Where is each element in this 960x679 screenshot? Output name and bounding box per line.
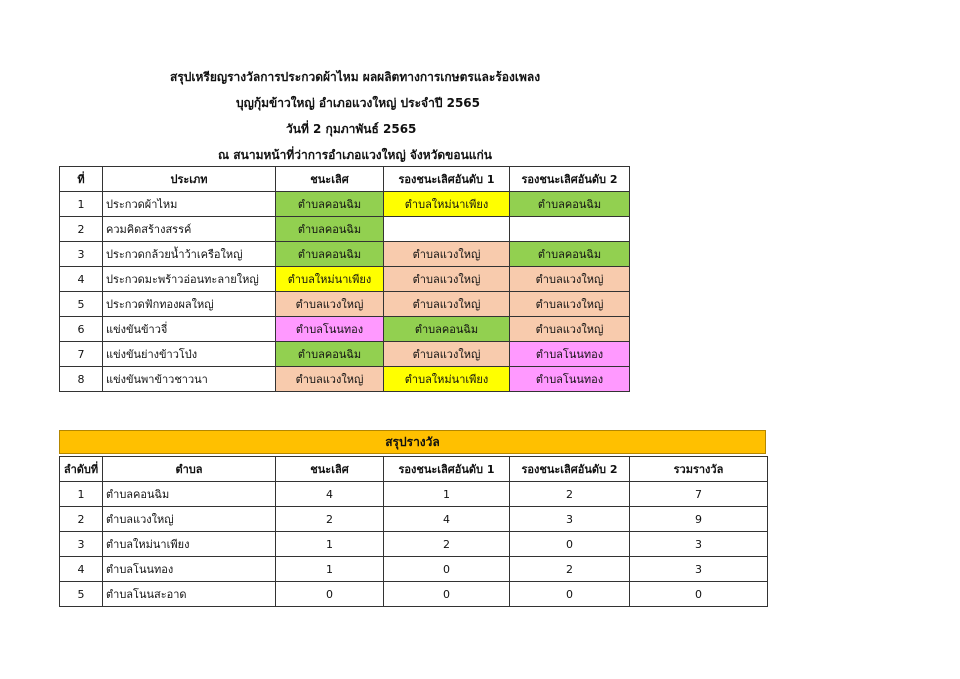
- row-total: 3: [630, 532, 768, 557]
- row-no: 2: [60, 217, 103, 242]
- row-first-runner-up: ตำบลแวงใหญ่: [384, 342, 510, 367]
- row-first-runner-up: ตำบลแวงใหญ่: [384, 292, 510, 317]
- summary-banner: สรุปรางวัล: [59, 430, 766, 454]
- doc-title-line-4: ณ สนามหน้าที่ว่าการอำเภอแวงใหญ่ จังหวัดขอนแก่น: [218, 148, 492, 162]
- row-first-runner-up: ตำบลแวงใหญ่: [384, 267, 510, 292]
- row-subdistrict: ตำบลใหม่นาเพียง: [103, 532, 276, 557]
- row-first-count: 2: [384, 532, 510, 557]
- row-first-count: 1: [384, 482, 510, 507]
- row-second-runner-up: ตำบลคอนฉิม: [510, 242, 630, 267]
- row-second-runner-up: ตำบลคอนฉิม: [510, 192, 630, 217]
- row-winner: ตำบลคอนฉิม: [276, 192, 384, 217]
- row-winner-count: 1: [276, 532, 384, 557]
- col-header-category: ประเภท: [103, 167, 276, 192]
- table-row: [60, 267, 630, 292]
- row-total: 9: [630, 507, 768, 532]
- col-header-rank: ลำดับที่: [60, 457, 103, 482]
- row-category: แข่งขันย่างข้าวโป่ง: [103, 342, 276, 367]
- row-no: 4: [60, 557, 103, 582]
- row-category: ประกวดผ้าไหม: [103, 192, 276, 217]
- row-winner-count: 2: [276, 507, 384, 532]
- table-row: [60, 507, 768, 532]
- row-first-runner-up: ตำบลแวงใหญ่: [384, 242, 510, 267]
- row-first-count: 0: [384, 582, 510, 607]
- table-row: [60, 217, 630, 242]
- row-winner: ตำบลใหม่นาเพียง: [276, 267, 384, 292]
- row-winner: ตำบลคอนฉิม: [276, 342, 384, 367]
- col-header-winner: ชนะเลิศ: [276, 457, 384, 482]
- col-header-first-runner-up: รองชนะเลิศอันดับ 1: [384, 457, 510, 482]
- row-category: ประกวดกล้วยน้ำว้าเครือใหญ่: [103, 242, 276, 267]
- table-row: [60, 367, 630, 392]
- row-second-runner-up: ตำบลแวงใหญ่: [510, 267, 630, 292]
- table-row: [60, 582, 768, 607]
- row-total: 7: [630, 482, 768, 507]
- row-subdistrict: ตำบลโนนทอง: [103, 557, 276, 582]
- doc-title-line-3: วันที่ 2 กุมภาพันธ์ 2565: [286, 122, 417, 136]
- row-winner: ตำบลแวงใหญ่: [276, 367, 384, 392]
- row-no: 8: [60, 367, 103, 392]
- row-subdistrict: ตำบลคอนฉิม: [103, 482, 276, 507]
- col-header-no: ที่: [60, 167, 103, 192]
- col-header-winner: ชนะเลิศ: [276, 167, 384, 192]
- row-second-runner-up: ตำบลแวงใหญ่: [510, 317, 630, 342]
- row-no: 1: [60, 482, 103, 507]
- row-first-runner-up: ตำบลคอนฉิม: [384, 317, 510, 342]
- row-no: 3: [60, 532, 103, 557]
- col-header-total: รวมรางวัล: [630, 457, 768, 482]
- row-second-count: 2: [510, 557, 630, 582]
- row-first-runner-up: ตำบลใหม่นาเพียง: [384, 192, 510, 217]
- row-no: 7: [60, 342, 103, 367]
- row-first-runner-up: [384, 217, 510, 242]
- col-header-second-runner-up: รองชนะเลิศอันดับ 2: [510, 457, 630, 482]
- row-second-count: 0: [510, 532, 630, 557]
- row-no: 5: [60, 292, 103, 317]
- col-header-subdistrict: ตำบล: [103, 457, 276, 482]
- row-second-count: 2: [510, 482, 630, 507]
- row-second-count: 0: [510, 582, 630, 607]
- table-row: [60, 532, 768, 557]
- table-row: [60, 317, 630, 342]
- col-header-first-runner-up: รองชนะเลิศอันดับ 1: [384, 167, 510, 192]
- row-first-count: 0: [384, 557, 510, 582]
- row-no: 6: [60, 317, 103, 342]
- row-second-runner-up: ตำบลแวงใหญ่: [510, 292, 630, 317]
- summary-header-row: [60, 457, 768, 482]
- row-winner: ตำบลโนนทอง: [276, 317, 384, 342]
- row-total: 0: [630, 582, 768, 607]
- row-no: 5: [60, 582, 103, 607]
- row-total: 3: [630, 557, 768, 582]
- row-first-runner-up: ตำบลใหม่นาเพียง: [384, 367, 510, 392]
- row-no: 1: [60, 192, 103, 217]
- row-subdistrict: ตำบลโนนสะอาด: [103, 582, 276, 607]
- doc-title-line-1: สรุปเหรียญรางวัลการประกวดผ้าไหม ผลผลิตทางการเกษตรและร้องเพลง: [170, 70, 541, 84]
- row-winner: ตำบลแวงใหญ่: [276, 292, 384, 317]
- table-row: [60, 342, 630, 367]
- col-header-second-runner-up: รองชนะเลิศอันดับ 2: [510, 167, 630, 192]
- table-row: [60, 292, 630, 317]
- row-category: แข่งขันพาข้าวชาวนา: [103, 367, 276, 392]
- row-category: ประกวดมะพร้าวอ่อนทะลายใหญ่: [103, 267, 276, 292]
- row-second-runner-up: ตำบลโนนทอง: [510, 342, 630, 367]
- row-no: 2: [60, 507, 103, 532]
- row-first-count: 4: [384, 507, 510, 532]
- row-no: 3: [60, 242, 103, 267]
- row-category: แข่งขันข้าวจี่: [103, 317, 276, 342]
- row-second-runner-up: [510, 217, 630, 242]
- row-winner: ตำบลคอนฉิม: [276, 217, 384, 242]
- results-header-row: [60, 167, 630, 192]
- row-category: ประกวดฟักทองผลใหญ่: [103, 292, 276, 317]
- summary-table: [59, 456, 768, 607]
- table-row: [60, 192, 630, 217]
- row-category: ควมคิดสร้างสรรค์: [103, 217, 276, 242]
- doc-title-line-2: บุญกุ้มข้าวใหญ่ อำเภอแวงใหญ่ ประจำปี 2565: [236, 96, 481, 110]
- row-no: 4: [60, 267, 103, 292]
- row-winner-count: 0: [276, 582, 384, 607]
- row-second-count: 3: [510, 507, 630, 532]
- row-winner-count: 4: [276, 482, 384, 507]
- table-row: [60, 557, 768, 582]
- table-row: [60, 242, 630, 267]
- row-winner: ตำบลคอนฉิม: [276, 242, 384, 267]
- table-row: [60, 482, 768, 507]
- results-table: [59, 166, 630, 392]
- row-subdistrict: ตำบลแวงใหญ่: [103, 507, 276, 532]
- row-winner-count: 1: [276, 557, 384, 582]
- row-second-runner-up: ตำบลโนนทอง: [510, 367, 630, 392]
